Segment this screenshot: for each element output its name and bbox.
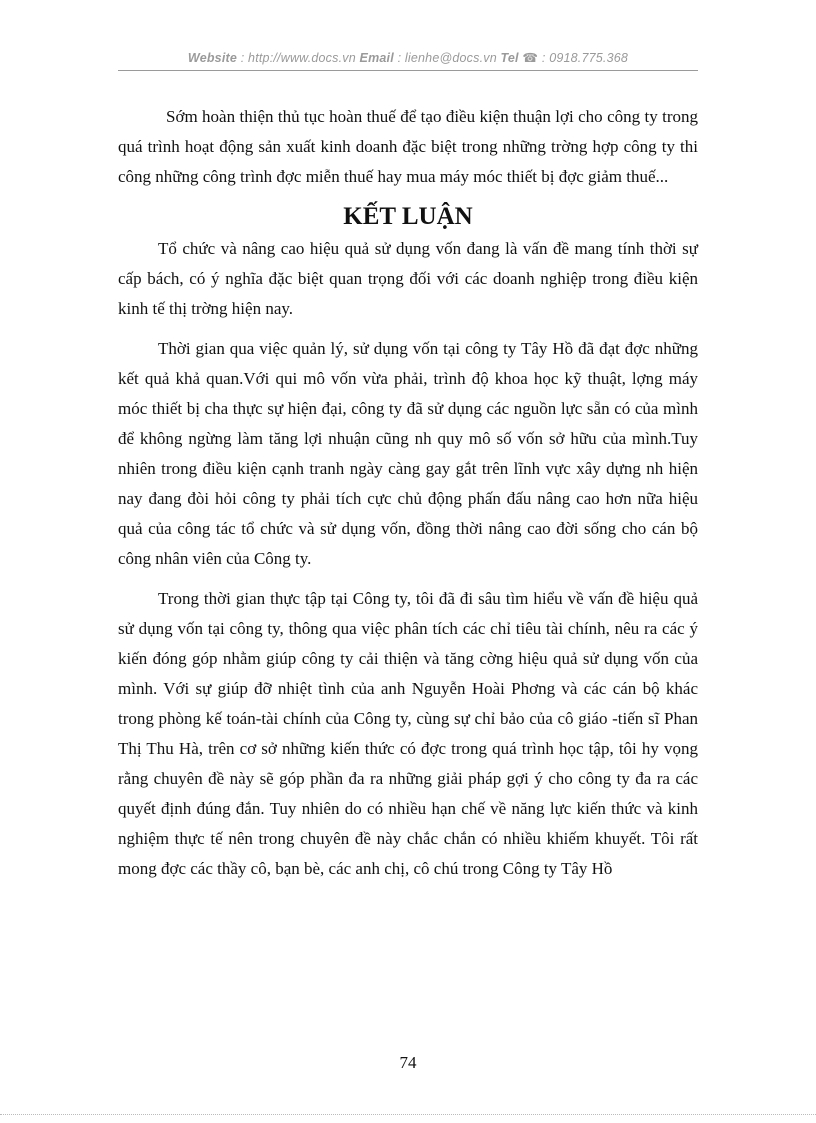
paragraph-spacer [118,574,698,584]
tel-value: ☎ : 0918.775.368 [518,51,629,65]
paragraph-2: Thời gian qua việc quản lý, sử dụng vốn tại công ty Tây Hồ đã đạt đợc những kết quả khả quan.Với qui mô vốn vừa phải, trình độ khoa học kỹ thuật, lợng máy móc thiết bị cha thực sự hiện đại, công ty đã sử dụng các nguồn lực sẵn có của mình để không ngừng làm tăng lợi nhuận cũng nh quy mô số vốn sở hữu của mình.Tuy nhiên trong điều kiện cạnh tranh ngày càng gay gắt trên lĩnh vực xây dựng nh hiện nay đang đòi hỏi công ty phải tích cực chủ động phấn đấu nâng cao hơn nữa hiệu quả của công tác tổ chức và sử dụng vốn, đồng thời nâng cao đời sống cho cán bộ công nhân viên của Công ty. [118,339,698,568]
paragraph-spacer [118,324,698,334]
paragraph-3: Trong thời gian thực tập tại Công ty, tôi đã đi sâu tìm hiểu về vấn đề hiệu quả sử dụng vốn tại công ty, thông qua việc phân tích các chỉ tiêu tài chính, nêu ra các ý kiến đóng góp nhằm giúp công ty cải thiện và tăng cờng hiệu quả sử dụng vốn của mình. Với sự giúp đỡ nhiệt tình của anh Nguyễn Hoài Phơng và các cán bộ khác trong phòng kế toán-tài chính của Công ty, cùng sự chỉ bảo của cô giáo -tiến sĩ Phan Thị Thu Hà, trên cơ sở những kiến thức có đợc trong quá trình học tập, tôi hy vọng rằng chuyên đề này sẽ góp phần đa ra những giải pháp gợi ý cho công ty đa ra các quyết định đúng đắn. Tuy nhiên do có nhiều hạn chế về năng lực kiến thức và kinh nghiệm thực tế nên trong chuyên đề này chắc chắn có nhiều khiếm khuyết. Tôi rất mong đợc các thầy cô, bạn bè, các anh chị, cô chú trong Công ty Tây Hồ [118,589,698,878]
section-title: KẾT LUẬN [343,203,473,230]
tel-label: Tel [500,51,519,65]
footer-divider [0,1114,816,1115]
page-number: 74 [399,1053,417,1072]
website-label: Website [187,51,238,65]
header-divider [118,70,698,71]
website-value: : http://www.docs.vn [237,51,360,65]
page-body [118,102,698,884]
paragraph-intro: Sớm hoàn thiện thủ tục hoàn thuế để tạo điều kiện thuận lợi cho công ty trong quá trình hoạt động sản xuất kinh doanh đặc biệt trong những trờng hợp công ty thi công những công trình đợc miễn thuế hay mua máy móc thiết bị đợc giảm thuế... [118,107,698,186]
page-header [118,50,698,65]
email-value: : lienhe@docs.vn [393,51,501,65]
email-label: Email [359,51,394,65]
paragraph-1: Tổ chức và nâng cao hiệu quả sử dụng vốn đang là vấn đề mang tính thời sự cấp bách, có ý nghĩa đặc biệt quan trọng đối với các doanh nghiệp trong điều kiện kinh tế thị trờng hiện nay. [118,239,698,318]
